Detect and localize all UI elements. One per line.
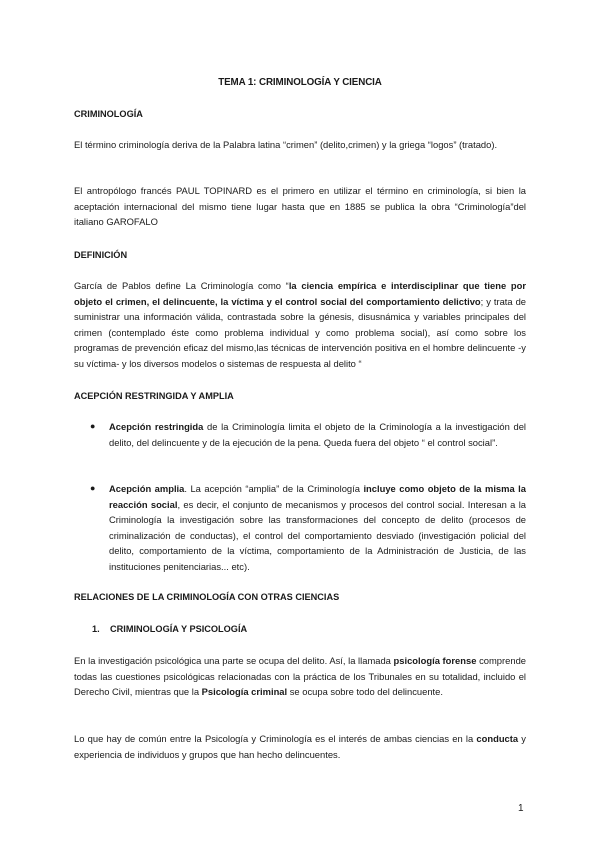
subheading-number: 1. <box>92 624 100 634</box>
heading-criminologia: CRIMINOLOGÍA <box>74 109 143 119</box>
heading-definicion: DEFINICIÓN <box>74 250 128 260</box>
text: comprende todas las cuestiones psicológicas relacionadas con la práctica de los Tribunales en su totalidad, incluido el Derecho Civil, mientras que la <box>74 655 526 697</box>
definition-bold: la ciencia empírica e interdisciplinar que tiene por objeto el crimen, el delincuente, la víctima y el control social del comportamiento delictivo <box>74 280 526 307</box>
document-title: TEMA 1: CRIMINOLOGÍA Y CIENCIA <box>218 77 382 88</box>
bullet-bold-inline: incluye como objeto de la misma la reacción social <box>109 483 526 510</box>
bullet-bold-label: Acepción amplia <box>109 483 185 494</box>
paragraph-etymology: El término criminología deriva de la Palabra latina “crimen” (delito,crimen) y la griega “logos” (tratado). <box>74 139 498 150</box>
bullet-body-a: . La acepción “amplia” de la Criminología <box>184 483 364 494</box>
text: En la investigación psicológica una parte se ocupa del delito. Así, la llamada <box>74 655 394 666</box>
bullet-text <box>109 419 526 450</box>
page-number: 1 <box>518 803 524 814</box>
bold-text: Psicología criminal <box>201 686 288 697</box>
bullet-dot-icon: ● <box>90 483 96 493</box>
text: y experiencia de individuos y grupos que han hecho delincuentes. <box>74 733 526 760</box>
bullet-dot-icon: ● <box>90 421 96 431</box>
subheading-title: CRIMINOLOGÍA Y PSICOLOGÍA <box>110 624 248 634</box>
definition-start: García de Pablos define La Criminología como “ <box>74 280 289 291</box>
bullet-body: de la Criminología limita el objeto de la Criminología a la investigación del delito, del delincuente y de la ejecución de la pena. Queda fuera del objeto “ el control social”. <box>109 421 526 448</box>
text: Lo que hay de común entre la Psicología y Criminología es el interés de ambas ciencias en la <box>74 733 477 744</box>
paragraph-psicologia-forense <box>74 653 526 700</box>
bold-text: conducta <box>476 733 519 744</box>
paragraph-comun <box>74 731 526 762</box>
paragraph-definition <box>74 278 526 371</box>
heading-relaciones: RELACIONES DE LA CRIMINOLOGÍA CON OTRAS CIENCIAS <box>74 592 340 602</box>
bullet-body-c: , es decir, el conjunto de mecanismos y procesos del control social. Interesan a la Criminología la investigación sobre las transformaciones del concepto de delito (procesos de criminalización de conductas), el control del comportamiento desviado (investigación policial del delito, comportamiento de la víctima, comportamiento de la Administración de Justicia, de las instituciones penitenciarias... etc). <box>109 498 526 572</box>
bullet-bold-label: Acepción restringida <box>109 421 204 432</box>
bold-text: psicología forense <box>393 655 477 666</box>
subheading-psicologia <box>92 622 247 638</box>
definition-end: ; y trata de suministrar una información válida, contrastada sobre la génesis, disusnámica y variables principales del crimen (contemplado éste como problema individual y como problema social), así como sobre los programas de prevención eficaz del mismo,las técnicas de intervención positiva en el hombre delincuente -y su víctima- y los diversos modelos o sistemas de respuesta al delito “ <box>74 295 526 369</box>
bullet-text <box>109 481 526 574</box>
heading-acepcion: ACEPCIÓN RESTRINGIDA Y AMPLIA <box>74 391 234 401</box>
text: se ocupa sobre todo del delincuente. <box>287 686 443 697</box>
paragraph-topinard: El antropólogo francés PAUL TOPINARD es el primero en utilizar el término en criminología, si bien la aceptación internacional del mismo tiene lugar hasta que en 1885 se publica la obra “Criminología”del italiano GAROFALO <box>74 185 526 227</box>
